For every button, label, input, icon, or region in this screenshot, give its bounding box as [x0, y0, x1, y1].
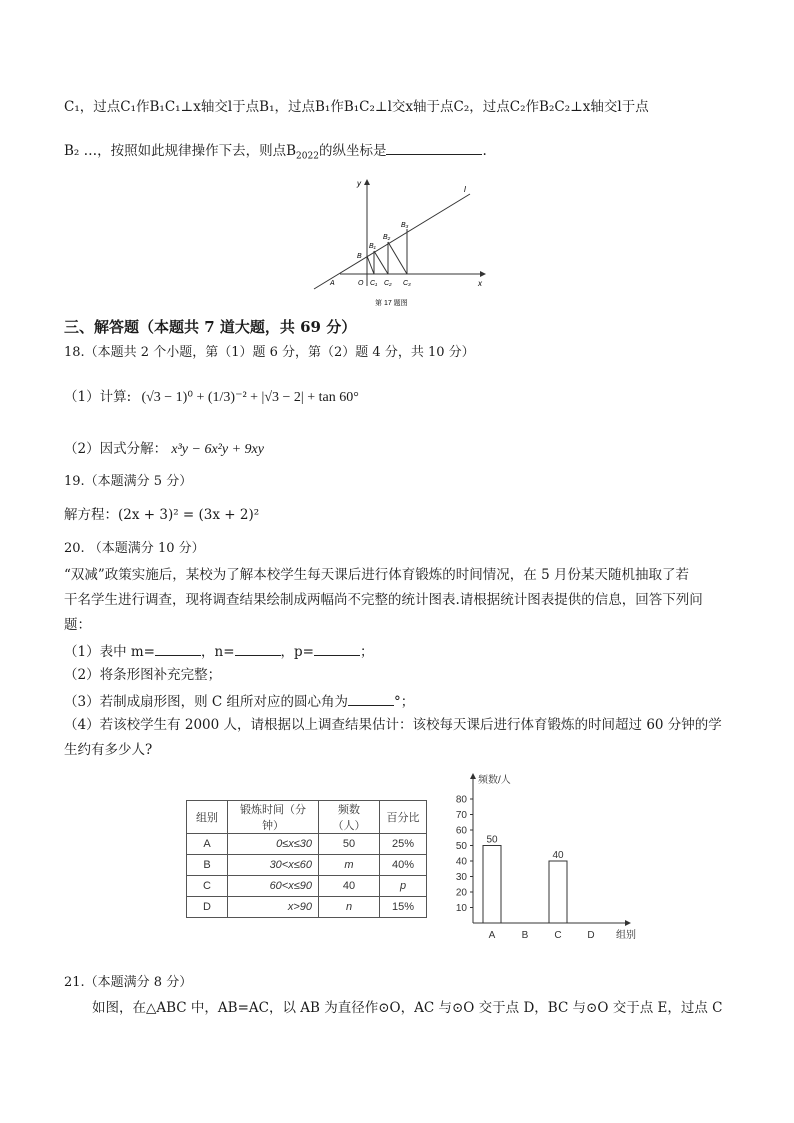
label-x: x: [478, 279, 482, 288]
table-row: [187, 855, 427, 876]
y-tick-label: 80: [455, 794, 467, 806]
section3-title: 三、解答题（本题共 7 道大题，共 69 分）: [64, 318, 357, 336]
y-tick-label: 50: [455, 841, 467, 852]
y-tick-label: 40: [455, 856, 467, 868]
q19-header: 19.（本题满分 5 分）: [64, 474, 193, 489]
table-cell: 60<x≤90: [228, 876, 319, 897]
q20-subquestion-3: [64, 691, 414, 711]
q20-s1-n-label: ，n=: [201, 644, 235, 660]
q20-s3-text: （3）若制成扇形图，则 C 组所对应的圆心角为: [64, 694, 349, 710]
figure-caption: 第 17 题图: [375, 300, 408, 307]
x-category-label: C: [554, 930, 562, 941]
q20-n-blank[interactable]: [235, 641, 281, 656]
label-C1: C₁: [370, 280, 378, 287]
q18-part2-expression: x³y − 6x²y + 9xy: [171, 442, 264, 457]
table-cell: n: [319, 897, 380, 918]
q20-intro-line2: 干名学生进行调查，现将调查结果绘制成两幅尚不完整的统计图表.请根据统计图表提供的信息，回答下列问: [64, 592, 703, 608]
table-cell: C: [187, 876, 228, 897]
q17-answer-blank[interactable]: [386, 140, 482, 155]
q20-s1-m-label: （1）表中 m=: [64, 644, 155, 660]
bar-C: [549, 861, 567, 923]
bar-A: [483, 846, 501, 924]
table-cell: 30<x≤60: [228, 855, 319, 876]
q21-header: 21.（本题满分 8 分）: [64, 975, 193, 990]
q18-part2-label: （2）因式分解：: [64, 441, 168, 457]
q18-part2: [64, 440, 264, 459]
label-C2: C₂: [384, 280, 392, 287]
q20-subquestion-4-cont: 生约有多少人?: [64, 742, 153, 758]
y-tick-label: 20: [455, 887, 467, 899]
y-tick-label: 30: [455, 872, 467, 883]
table-row: [187, 897, 427, 918]
table-cell: A: [187, 834, 228, 855]
label-l: l: [464, 185, 466, 194]
q17-line2-end: .: [482, 143, 487, 159]
x-category-label: A: [488, 930, 496, 941]
label-B3: B₃: [401, 222, 409, 229]
table-cell: 50: [319, 834, 380, 855]
q20-header: 20. （本题满分 10 分）: [64, 541, 205, 556]
q17-line2-post: 的纵坐标是: [318, 143, 387, 159]
label-B2: B₂: [383, 234, 391, 241]
q20-intro-line3: 题：: [64, 617, 91, 633]
q20-subquestion-4: （4）若该校学生有 2000 人，请根据以上调查结果估计：该校每天课后进行体育锻炼的时间超过 60 分钟的学: [64, 717, 722, 733]
q17-figure: [300, 172, 500, 312]
q21-text: 如图，在△ABC 中，AB=AC，以 AB 为直径作⊙O，AC 与⊙O 交于点 D，BC 与⊙O 交于点 E，过点 C: [92, 1000, 723, 1016]
table-cell: B: [187, 855, 228, 876]
bar-chart: [430, 766, 650, 946]
label-B: B: [357, 253, 362, 260]
table-cell: 0≤x≤30: [228, 834, 319, 855]
x-category-label: B: [521, 930, 529, 941]
line-l: [314, 194, 470, 289]
label-O: O: [358, 280, 364, 287]
q20-subquestion-2: （2）将条形图补充完整；: [64, 667, 222, 683]
q18-part1-label: （1）计算:: [64, 389, 132, 405]
q20-s1-p-label: ，p=: [280, 644, 314, 660]
q17-line2: [64, 140, 487, 166]
table-cell: x>90: [228, 897, 319, 918]
y-tick-label: 60: [455, 825, 467, 837]
table-header: 百分比: [380, 801, 427, 834]
table-row: [187, 834, 427, 855]
table-header: 频数（人）: [319, 801, 380, 834]
q20-p-blank[interactable]: [314, 641, 360, 656]
q20-subquestion-1: [64, 641, 373, 661]
q17-line1: C₁，过点C₁作B₁C₁⊥x轴交l于点B₁，过点B₁作B₁C₂⊥l交x轴于点C₂，过点C₂作B₂C₂⊥x轴交l于点: [64, 99, 649, 115]
table-header: 锻炼时间（分钟）: [228, 801, 319, 834]
table-header-row: [187, 801, 427, 834]
q18-part1: [64, 388, 359, 407]
segment-BC1: [367, 256, 374, 274]
y-tick-label: 70: [455, 810, 467, 821]
label-C3: C₃: [403, 280, 411, 287]
q17-line2-sub: 2022: [296, 151, 319, 162]
q20-s1-end: ；: [359, 644, 374, 660]
q18-part1-expression: (√3 − 1)⁰ + (1/3)⁻² + |√3 − 2| + tan 60°: [141, 390, 359, 405]
table-row: [187, 876, 427, 897]
table-cell: p: [380, 876, 427, 897]
bar-data-label: 50: [486, 834, 498, 846]
y-tick-label: 10: [455, 903, 467, 914]
label-y: y: [357, 179, 361, 188]
q20-angle-blank[interactable]: [348, 691, 394, 706]
q19-equation: 解方程：(2x + 3)² = (3x + 2)²: [64, 507, 260, 523]
chart-y-label: 频数/人: [478, 775, 511, 786]
q20-m-blank[interactable]: [155, 641, 201, 656]
table-cell: D: [187, 897, 228, 918]
q20-intro-line1: “双减”政策实施后，某校为了解本校学生每天课后进行体育锻炼的时间情况，在 5 月份某天随机抽取了若: [64, 567, 689, 583]
table-cell: m: [319, 855, 380, 876]
table-header: 组别: [187, 801, 228, 834]
label-B1: B₁: [369, 243, 376, 250]
table-cell: 25%: [380, 834, 427, 855]
bar-data-label: 40: [552, 850, 564, 861]
table-cell: 40%: [380, 855, 427, 876]
x-category-label: D: [587, 930, 595, 941]
segment-B2C3: [388, 242, 407, 274]
table-cell: 40: [319, 876, 380, 897]
segment-B1C2: [374, 251, 388, 274]
label-A: A: [330, 280, 335, 287]
q20-s3-end: °；: [394, 694, 415, 710]
frequency-table: [186, 800, 427, 918]
q17-line2-pre: B₂ …，按照如此规律操作下去，则点B: [64, 143, 297, 159]
table-cell: 15%: [380, 897, 427, 918]
q18-header: 18.（本题共 2 个小题，第（1）题 6 分，第（2）题 4 分，共 10 分）: [64, 345, 475, 360]
chart-x-label: 组别: [616, 930, 636, 941]
